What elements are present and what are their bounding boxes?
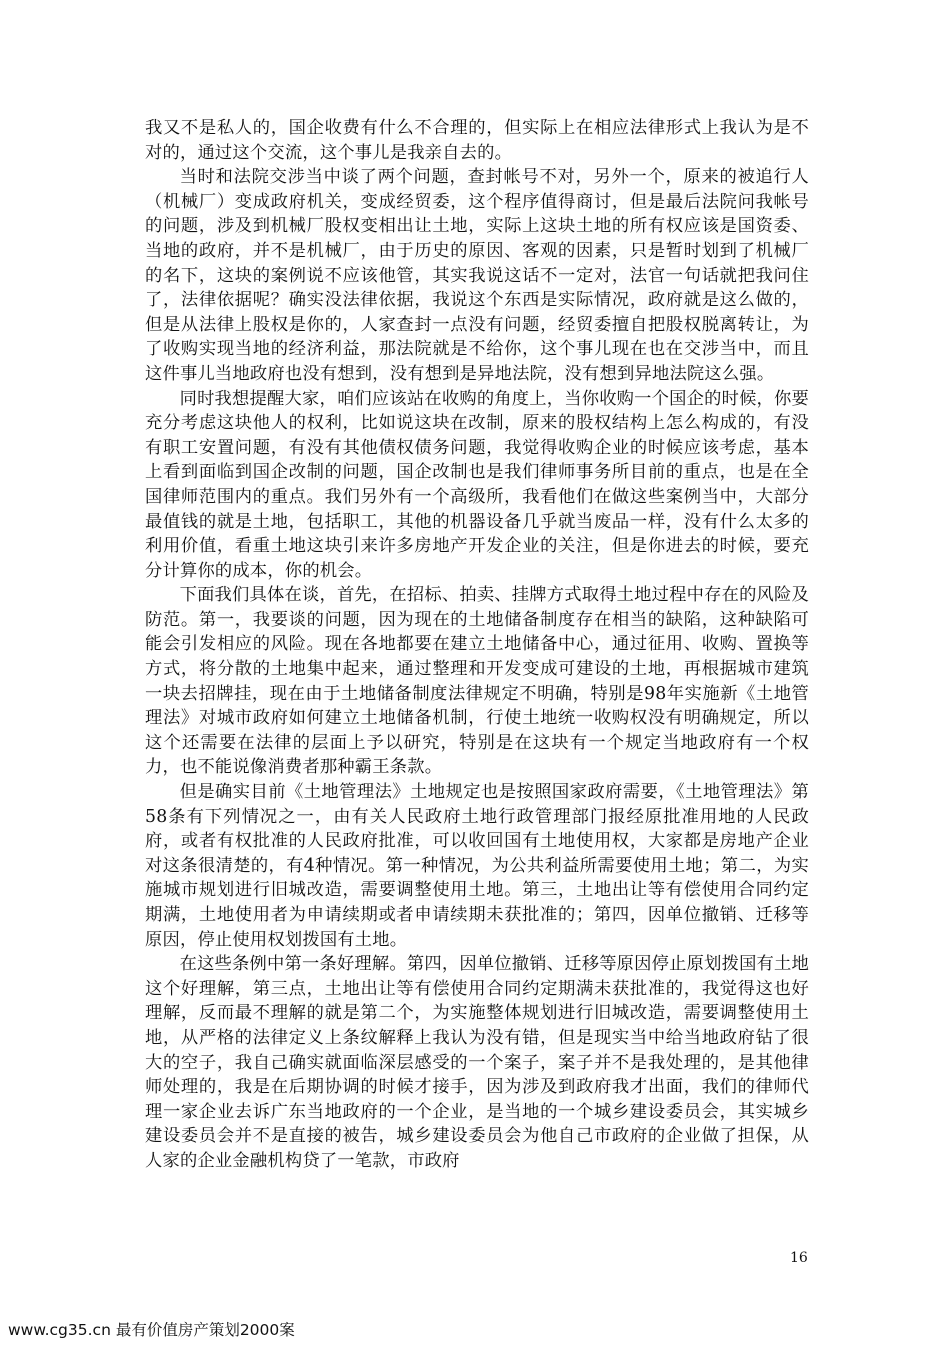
paragraph-2: 当时和法院交涉当中谈了两个问题，查封帐号不对，另外一个，原来的被追行人（机械厂）变成政府机关，变成经贸委，这个程序值得商讨，但是最后法院问我帐号的问题，涉及到机械厂股权变相出让土地，实际上这块土地的所有权应该是国资委、当地的政府，并不是机械厂，由于历史的原因、客观的因素，只是暂时划到了机械厂的名下，这块的案例说不应该他管，其实我说这话不一定对，法官一句话就把我问住了，法律依据呢？确实没法律依据，我说这个东西是实际情况，政府就是这么做的，但是从法律上股权是你的，人家查封一点没有问题，经贸委擅自把股权脱离转让，为了收购实现当地的经济利益，那法院就是不给你，这个事儿现在也在交涉当中，而且这件事儿当地政府也没有想到，没有想到是异地法院，没有想到异地法院这么强。 bbox=[145, 167, 809, 384]
page-number: 16 bbox=[790, 1250, 808, 1266]
paragraph-4: 下面我们具体在谈，首先，在招标、拍卖、挂牌方式取得土地过程中存在的风险及防范。第一，我要谈的问题，因为现在的土地储备制度存在相当的缺陷，这种缺陷可能会引发相应的风险。现在各地都要在建立土地储备中心，通过征用、收购、置换等方式，将分散的土地集中起来，通过整理和开发变成可建设的土地，再根据城市建筑一块去招牌挂，现在由于土地储备制度法律规定不明确，特别是98年实施新《土地管理法》对城市政府如何建立土地储备机制，行使土地统一收购权没有明确规定，所以这个还需要在法律的层面上予以研究，特别是在这块有一个规定当地政府有一个权力，也不能说像消费者那种霸王条款。 bbox=[145, 585, 809, 778]
footer-watermark: www.cg35.cn 最有价值房产策划2000案 bbox=[8, 1321, 295, 1339]
paragraph-5: 但是确实目前《土地管理法》土地规定也是按照国家政府需要，《土地管理法》第58条有下列情况之一，由有关人民政府土地行政管理部门报经原批准用地的人民政府，或者有权批准的人民政府批准，可以收回国有土地使用权，大家都是房地产企业对这条很清楚的，有4种情况。第一种情况，为公共利益所需要使用土地；第二，为实施城市规划进行旧城改造，需要调整使用土地。第三，土地出让等有偿使用合同约定期满，土地使用者为申请续期或者申请续期未获批准的；第四，因单位撤销、迁移等原因，停止使用权划拨国有土地。 bbox=[145, 782, 809, 950]
document-body bbox=[145, 116, 809, 1174]
paragraph-3: 同时我想提醒大家，咱们应该站在收购的角度上，当你收购一个国企的时候，你要充分考虑这块他人的权利，比如说这块在改制，原来的股权结构上怎么构成的，有没有职工安置问题，有没有其他债权债务问题，我觉得收购企业的时候应该考虑，基本上看到面临到国企改制的问题，国企改制也是我们律师事务所目前的重点，也是在全国律师范围内的重点。我们另外有一个高级所，我看他们在做这些案例当中，大部分最值钱的就是土地，包括职工，其他的机器设备几乎就当废品一样，没有什么太多的利用价值，看重土地这块引来许多房地产开发企业的关注，但是你进去的时候，要充分计算你的成本，你的机会。 bbox=[145, 388, 809, 581]
paragraph-6: 在这些条例中第一条好理解。第四，因单位撤销、迁移等原因停止原划拨国有土地这个好理解，第三点，土地出让等有偿使用合同约定期满未获批准的，我觉得这也好理解，反而最不理解的就是第二个，为实施整体规划进行旧城改造，需要调整使用土地，从严格的法律定义上条纹解释上我认为没有错，但是现实当中给当地政府钻了很大的空子，我自己确实就面临深层感受的一个案子，案子并不是我处理的，是其他律师处理的，我是在后期协调的时候才接手，因为涉及到政府我才出面，我们的律师代理一家企业去诉广东当地政府的一个企业，是当地的一个城乡建设委员会，其实城乡建设委员会并不是直接的被告，城乡建设委员会为他自己市政府的企业做了担保，从人家的企业金融机构贷了一笔款，市政府 bbox=[145, 954, 809, 1171]
paragraph-1: 我又不是私人的，国企收费有什么不合理的，但实际上在相应法律形式上我认为是不对的，通过这个交流，这个事儿是我亲自去的。 bbox=[145, 118, 809, 163]
